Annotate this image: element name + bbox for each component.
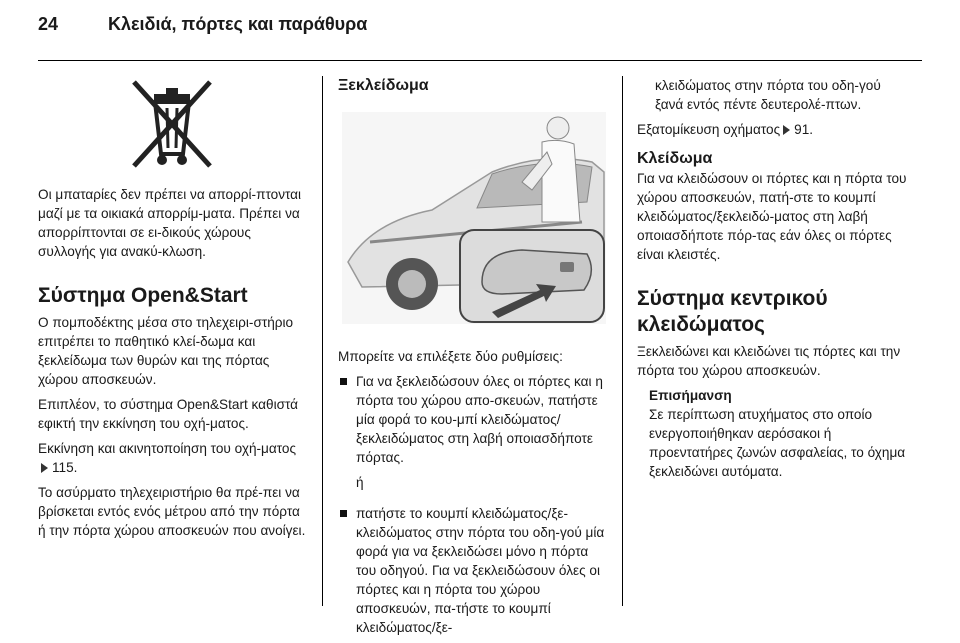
bullet-icon: [340, 378, 347, 385]
car-door-handle-illustration: [342, 112, 606, 324]
bullet-icon: [340, 510, 347, 517]
column-2: [338, 76, 608, 643]
list-item: [338, 504, 608, 637]
open-start-p3-text: Εκκίνηση και ακινητοποίηση του οχή-ματος: [38, 441, 297, 456]
column-3: [637, 76, 909, 481]
customization-ref: [637, 120, 909, 139]
unlock-intro: Μπορείτε να επιλέξετε δύο ρυθμίσεις:: [338, 349, 563, 364]
or-separator: ή: [356, 475, 364, 490]
crossed-bin-icon: [124, 76, 220, 172]
note-heading: Επισήμανση: [649, 388, 732, 403]
central-locking-text: Ξεκλειδώνει και κλειδώνει τις πόρτες και την πόρτα του χώρου αποσκευών.: [637, 344, 901, 378]
unlock-options-list: [338, 372, 608, 467]
unlock-option-2-continued: κλειδώματος στην πόρτα του οδη-γού ξανά εντός πέντε δευτερολέ-πτων.: [655, 78, 881, 112]
lock-heading: Κλείδωμα: [637, 150, 713, 167]
page-ref[interactable]: 115.: [52, 460, 78, 475]
open-start-p3: [38, 439, 310, 477]
header-rule: [38, 60, 922, 61]
open-start-p2: Επιπλέον, το σύστημα Open&Start καθιστά εφικτή την εκκίνηση του οχή-ματος.: [38, 397, 299, 431]
note-text: Σε περίπτωση ατυχήματος στο οποίο ενεργοποιήθηκαν αερόσακοι ή προεντατήρες ζωνών ασφαλείας, το όχημα ξεκλειδώνει αυτόματα.: [649, 407, 906, 479]
lock-text: Για να κλειδώσουν οι πόρτες και η πόρτα του χώρου αποσκευών, πατή-στε το κουμπί κλειδώματος/ξεκλειδώ-ματος στη λαβή οποιασδήποτε πόρ-τας εάν όλες οι πόρτες είναι κλειστές.: [637, 171, 907, 262]
page-ref-arrow-icon: [783, 125, 790, 135]
open-start-p4: Το ασύρματο τηλεχειριστήριο θα πρέ-πει να βρίσκεται εντός ενός μέτρου από την πόρτα ή την πόρτα χώρου αποσκευών που ανοίγει.: [38, 485, 306, 538]
unlock-option-2: πατήστε το κουμπί κλειδώματος/ξε-κλειδώματος στην πόρτα του οδη-γού μία φορά για να ξεκλειδώσει μόνο η πόρτα του οδηγού. Για να ξεκλειδώσουν όλες οι πόρτες και η πόρτα του χώρου αποσκευών, πα-τήστε το κουμπί κλειδώματος/ξε-: [356, 506, 605, 635]
page-ref[interactable]: 91.: [794, 122, 814, 137]
page-number: 24: [38, 14, 59, 34]
open-start-p1: Ο πομποδέκτης μέσα στο τηλεχειρι-στήριο επιτρέπει το παθητικό κλεί-δωμα και ξεκλείδωμα των θυρών και της πόρτας χώρου αποσκευών.: [38, 315, 294, 387]
note-box: [649, 386, 909, 481]
page-header: [38, 14, 367, 44]
unlock-options-list-2: [338, 504, 608, 637]
unlock-heading: Ξεκλείδωμα: [338, 77, 429, 94]
list-item: [338, 372, 608, 467]
column-1: [38, 76, 310, 546]
open-start-heading: Σύστημα Open&Start: [38, 284, 248, 307]
customization-text: Εξατομίκευση οχήματος: [637, 122, 781, 137]
battery-disposal-text: Οι μπαταρίες δεν πρέπει να απορρί-πτονται μαζί με τα οικιακά απορρίμ-ματα. Πρέπει να απορρίπτονται σε ει-δικούς χώρους συλλογής για ανακύ-κλωση.: [38, 187, 302, 259]
page-title: Κλειδιά, πόρτες και παράθυρα: [108, 14, 368, 34]
central-locking-heading: Σύστημα κεντρικού κλειδώματος: [637, 287, 828, 336]
page-ref-arrow-icon: [41, 463, 48, 473]
column-divider: [622, 76, 623, 606]
column-divider: [322, 76, 323, 606]
unlock-option-1: Για να ξεκλειδώσουν όλες οι πόρτες και η πόρτα του χώρου απο-σκευών, πατήστε μία φορά το κου-μπί κλειδώματος/ξεκλειδώματος στη λαβή οποιασδήποτε πόρτας.: [356, 374, 603, 465]
